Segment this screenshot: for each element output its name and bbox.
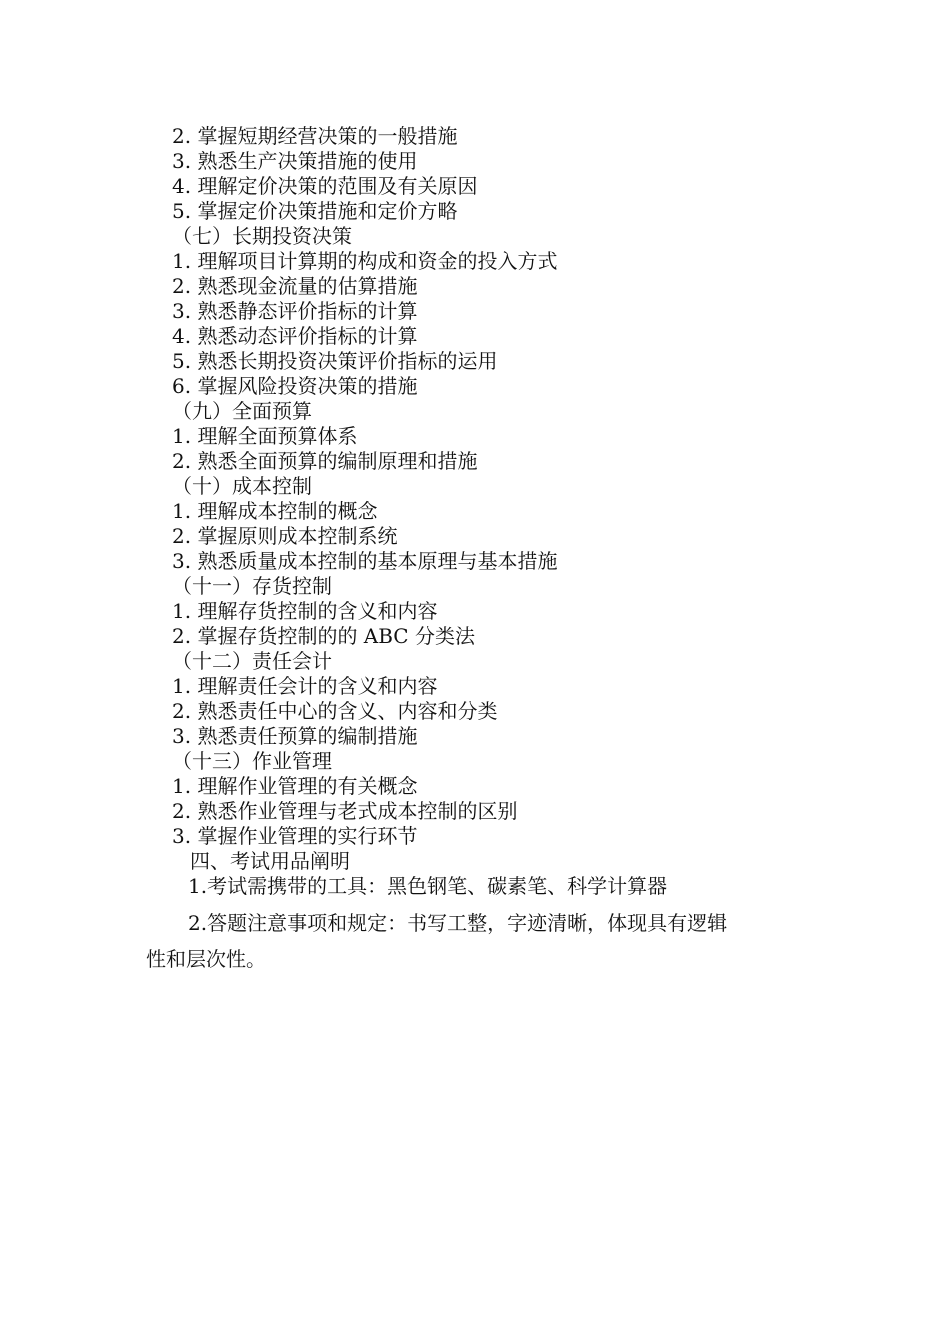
section-heading: （九）全面预算 (172, 399, 312, 423)
section-heading: （十）成本控制 (172, 474, 312, 498)
list-item: 5. 掌握定价决策措施和定价方略 (172, 199, 458, 223)
list-item: 1. 理解责任会计的含义和内容 (172, 674, 438, 698)
list-item: 2. 掌握短期经营决策的一般措施 (172, 124, 458, 148)
major-heading: 四、考试用品阐明 (190, 849, 350, 873)
list-item: 2. 熟悉作业管理与老式成本控制的区别 (172, 799, 518, 823)
list-item: 1. 理解成本控制的概念 (172, 499, 378, 523)
list-item: 4. 熟悉动态评价指标的计算 (172, 324, 418, 348)
note-item: 1.考试需携带的工具：黑色钢笔、碳素笔、科学计算器 (188, 874, 668, 898)
list-item: 1. 理解作业管理的有关概念 (172, 774, 418, 798)
list-item: 2. 掌握存货控制的的 ABC 分类法 (172, 624, 475, 648)
note-item: 2.答题注意事项和规定：书写工整，字迹清晰，体现具有逻辑 (188, 911, 728, 935)
section-heading: （七）长期投资决策 (172, 224, 352, 248)
section-heading: （十三）作业管理 (172, 749, 332, 773)
list-item: 4. 理解定价决策的范围及有关原因 (172, 174, 478, 198)
list-item: 3. 熟悉静态评价指标的计算 (172, 299, 418, 323)
list-item: 2. 熟悉现金流量的估算措施 (172, 274, 418, 298)
list-item: 3. 熟悉生产决策措施的使用 (172, 149, 418, 173)
list-item: 1. 理解全面预算体系 (172, 424, 358, 448)
section-heading: （十二）责任会计 (172, 649, 332, 673)
list-item: 2. 熟悉全面预算的编制原理和措施 (172, 449, 478, 473)
list-item: 3. 掌握作业管理的实行环节 (172, 824, 418, 848)
list-item: 1. 理解项目计算期的构成和资金的投入方式 (172, 249, 558, 273)
list-item: 3. 熟悉责任预算的编制措施 (172, 724, 418, 748)
list-item: 5. 熟悉长期投资决策评价指标的运用 (172, 349, 498, 373)
list-item: 6. 掌握风险投资决策的措施 (172, 374, 418, 398)
list-item: 1. 理解存货控制的含义和内容 (172, 599, 438, 623)
note-continuation: 性和层次性。 (146, 947, 266, 971)
list-item: 3. 熟悉质量成本控制的基本原理与基本措施 (172, 549, 558, 573)
list-item: 2. 熟悉责任中心的含义、内容和分类 (172, 699, 498, 723)
section-heading: （十一）存货控制 (172, 574, 332, 598)
list-item: 2. 掌握原则成本控制系统 (172, 524, 398, 548)
